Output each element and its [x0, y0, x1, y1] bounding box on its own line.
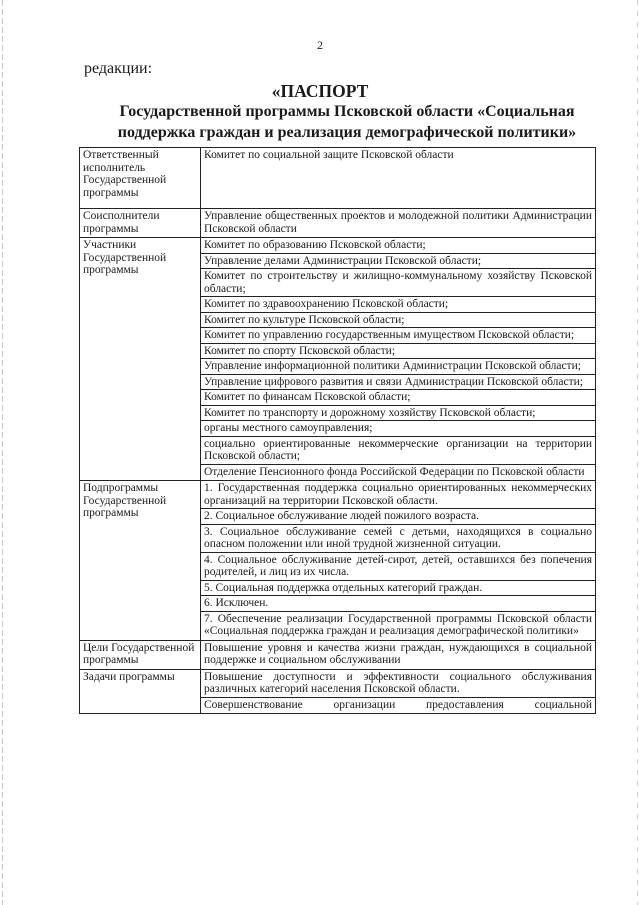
row-label: Участники Государственной программы	[80, 238, 201, 481]
intro-text: редакции:	[84, 60, 153, 77]
row-label: Соисполнители программы	[80, 209, 201, 238]
row-item: Комитет по строительству и жилищно-коммунальному хозяйству Псковской области;	[201, 270, 595, 297]
row-label: Подпрограммы Государственной программы	[80, 481, 201, 641]
row-item: Повышение уровня и качества жизни граждан, нуждающихся в социальной поддержке и социальном обслуживании	[204, 641, 592, 666]
row-content	[201, 481, 596, 641]
row-item: Комитет по управлению государственным имуществом Псковской области;	[201, 329, 595, 344]
row-item: Комитет по спорту Псковской области;	[201, 345, 595, 360]
row-item: социально ориентированные некоммерческие организации на территории Псковской области;	[201, 438, 595, 465]
table-row	[80, 481, 596, 641]
row-item: Управление общественных проектов и молодежной политики Администрации Псковской области	[204, 210, 592, 235]
row-label: Задачи программы	[80, 669, 201, 714]
row-item: Управление цифрового развития и связи Администрации Псковской области;	[201, 376, 595, 391]
table-row	[80, 669, 596, 714]
scan-edge-right	[637, 0, 638, 905]
row-item: Комитет по образованию Псковской области;	[201, 239, 595, 254]
passport-table	[79, 147, 596, 714]
row-item: Управление делами Администрации Псковской области;	[201, 255, 595, 270]
row-item: 1. Государственная поддержка социально ориентированных некоммерческих организаций на территории Псковской области.	[201, 482, 595, 509]
row-item: 4. Социальное обслуживание детей-сирот, детей, оставшихся без попечения родителей, и лиц из их числа.	[201, 554, 595, 581]
row-item: 6. Исключен.	[201, 597, 595, 612]
row-content	[201, 640, 596, 669]
row-item: Повышение доступности и эффективности социального обслуживания различных категорий населения Псковской области.	[201, 671, 595, 698]
table-row	[80, 238, 596, 481]
row-label: Цели Государственной программы	[80, 640, 201, 669]
row-content	[201, 669, 596, 714]
row-item: Комитет по транспорту и дорожному хозяйству Псковской области;	[201, 407, 595, 422]
row-content	[201, 238, 596, 481]
page-number: 2	[317, 38, 323, 52]
row-item: Отделение Пенсионного фонда Российской Федерации по Псковской области	[204, 465, 585, 478]
table-row	[80, 148, 596, 209]
row-item: 5. Социальная поддержка отдельных категорий граждан.	[201, 582, 595, 597]
table-row	[80, 640, 596, 669]
row-content	[201, 148, 596, 209]
row-item: органы местного самоуправления;	[201, 422, 595, 437]
row-label: Ответственный исполнитель Государственной программы	[80, 148, 201, 209]
row-item: 7. Обеспечение реализации Государственной программы Псковской области «Социальная поддержка граждан и реализация демографической политики»	[204, 612, 592, 637]
scan-edge-left	[2, 0, 3, 905]
row-item: Совершенствование организации предоставления социальной	[204, 698, 592, 711]
row-item: Комитет по социальной защите Псковской области	[204, 149, 454, 161]
document-title: «ПАСПОРТ	[271, 81, 369, 101]
row-item: Комитет по здравоохранению Псковской области;	[201, 298, 595, 313]
row-item: Комитет по культуре Псковской области;	[201, 314, 595, 329]
row-content	[201, 209, 596, 238]
document-subtitle: Государственной программы Псковской области «Социальная поддержка граждан и реализация демографической политики»	[117, 103, 577, 141]
row-item: 3. Социальное обслуживание семей с детьми, находящихся в социально опасном положении или иной трудной жизненной ситуации.	[201, 526, 595, 553]
row-item: Управление информационной политики Администрации Псковской области;	[201, 360, 595, 375]
row-item: 2. Социальное обслуживание людей пожилого возраста.	[201, 510, 595, 525]
row-item: Комитет по финансам Псковской области;	[201, 391, 595, 406]
table-row	[80, 209, 596, 238]
